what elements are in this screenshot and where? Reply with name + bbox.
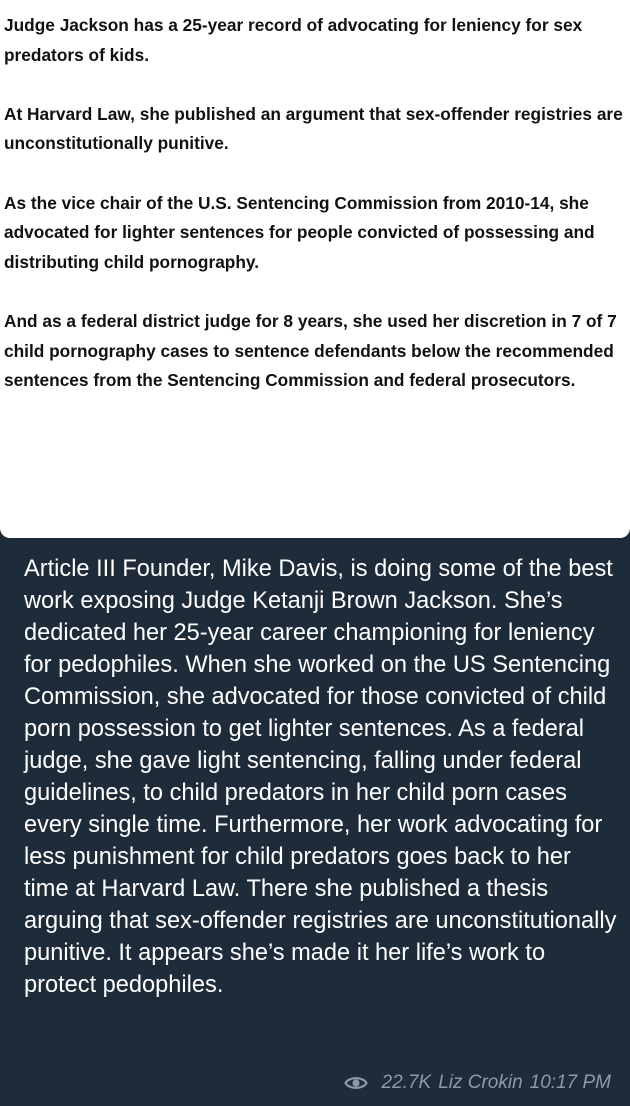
post-image[interactable]	[0, 0, 630, 538]
post-meta	[344, 1069, 611, 1097]
image-text-block	[4, 11, 630, 425]
view-count: 22.7K	[381, 1072, 432, 1093]
eye-icon	[344, 1074, 368, 1092]
post-time: 10:17 PM	[529, 1072, 611, 1093]
image-paragraph-3: As the vice chair of the U.S. Sentencing Commission from 2010-14, she advocated for lighter sentences for people convicted of possessing and distributing child pornography.	[4, 192, 595, 272]
image-paragraph-2: At Harvard Law, she published an argument that sex-offender registries are unconstitutionally punitive.	[4, 103, 623, 154]
post-author: Liz Crokin	[438, 1072, 523, 1093]
image-paragraph-4: And as a federal district judge for 8 years, she used her discretion in 7 of 7 child pornography cases to sentence defendants below the recommended sentences from the Sentencing Commission and federal prosecutors.	[4, 310, 617, 391]
image-paragraph-1: Judge Jackson has a 25-year record of advocating for leniency for sex predators of kids.	[4, 15, 583, 65]
post-caption: Article III Founder, Mike Davis, is doing some of the best work exposing Judge Ketanji Brown Jackson. She’s dedicated her 25-year career championing for leniency for pedophiles. When she worked on the US Sentencing Commission, she advocated for those convicted of child porn possession to get lighter sentences. As a federal judge, she gave light sentencing, falling under federal guidelines, to child predators in her child porn cases every single time. Furthermore, her work advocating for less punishment for child predators goes back to her time at Harvard Law. There she published a thesis arguing that sex-offender registries are unconstitutionally punitive. It appears she’s made it her life’s work to protect pedophiles.	[24, 556, 617, 998]
